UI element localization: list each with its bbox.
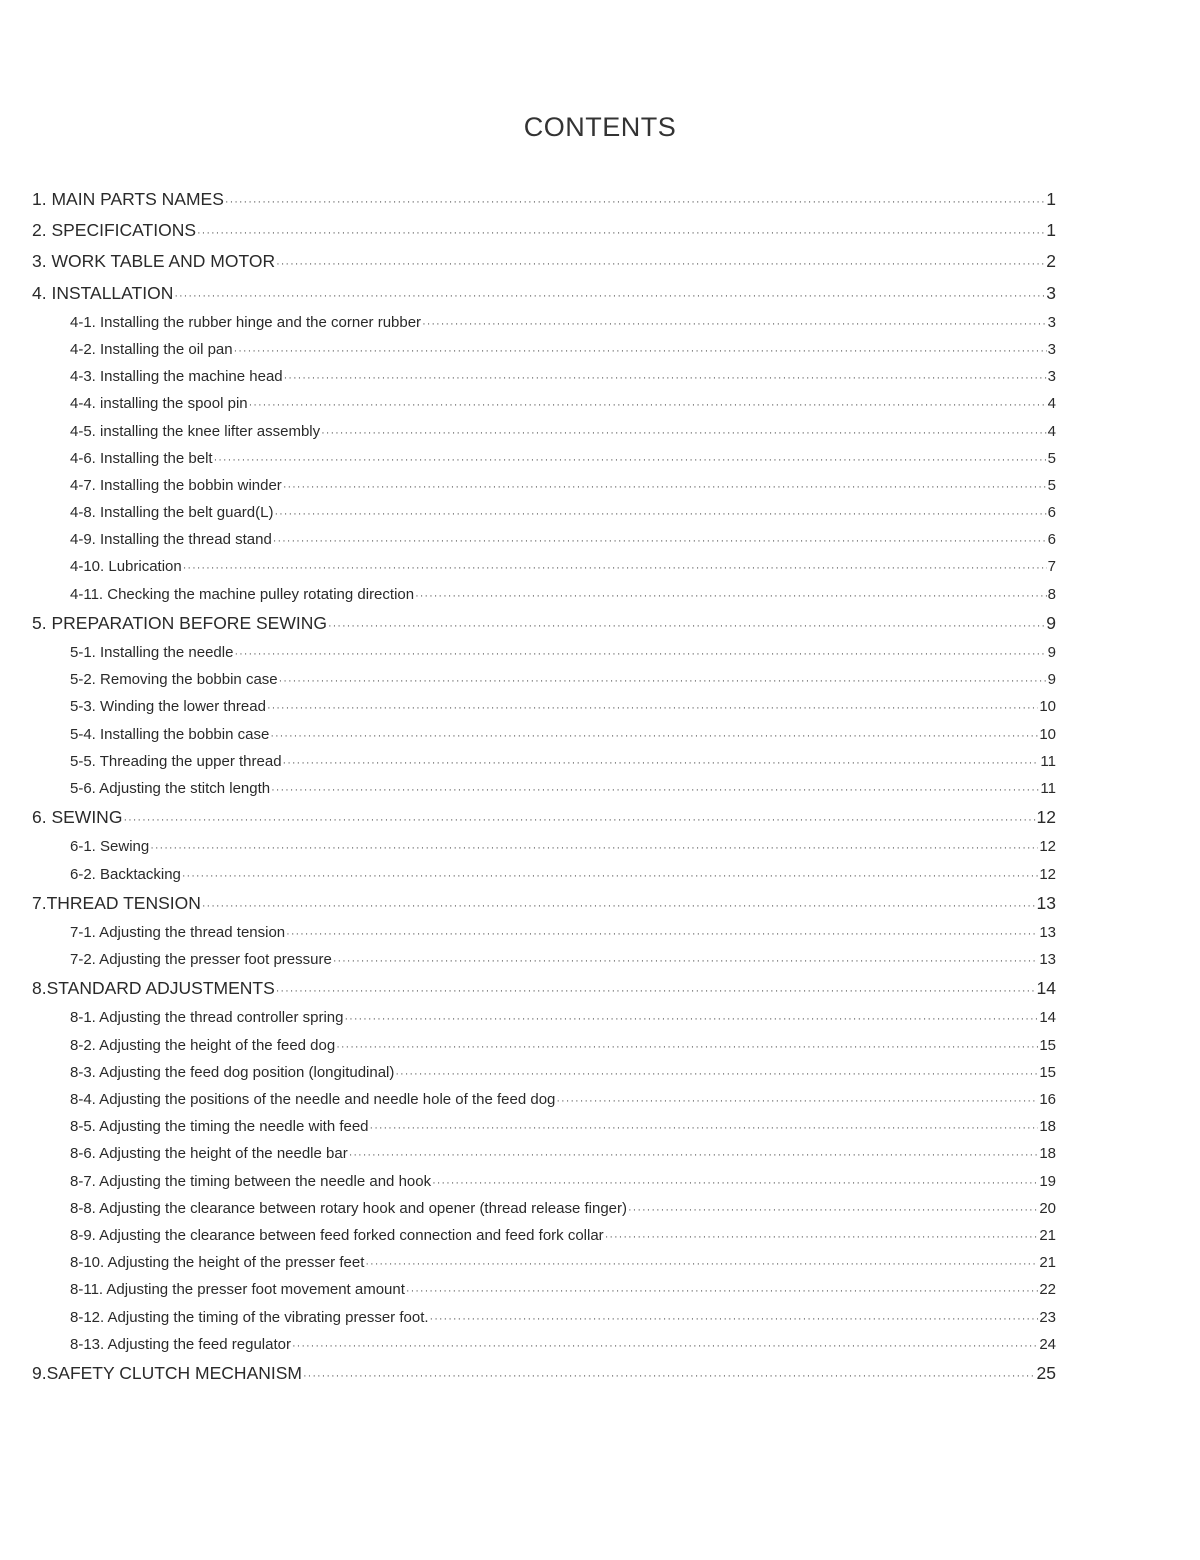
toc-entry-label: 8-2. Adjusting the height of the feed dog bbox=[70, 1036, 336, 1054]
dot-leader bbox=[274, 501, 1046, 526]
dot-leader bbox=[279, 668, 1047, 693]
dot-leader bbox=[422, 311, 1047, 336]
dot-leader bbox=[123, 805, 1035, 833]
toc-entry-label: 5-6. Adjusting the stitch length bbox=[70, 779, 271, 797]
toc-entry-label: 4-1. Installing the rubber hinge and the corner rubber bbox=[70, 313, 422, 331]
toc-page-number: 3 bbox=[1047, 340, 1056, 358]
dot-leader bbox=[276, 249, 1045, 277]
dot-leader bbox=[225, 187, 1045, 215]
toc-subsection-row bbox=[32, 499, 1056, 526]
dot-leader bbox=[365, 1251, 1038, 1276]
toc-page-number: 12 bbox=[1039, 865, 1056, 883]
toc-subsection-row bbox=[32, 581, 1056, 608]
toc-page-number: 11 bbox=[1040, 779, 1056, 797]
toc-page-number: 10 bbox=[1039, 698, 1056, 716]
toc-page-number: 23 bbox=[1039, 1308, 1056, 1326]
toc-subsection-row bbox=[32, 1222, 1056, 1249]
dot-leader bbox=[605, 1224, 1039, 1249]
dot-leader bbox=[303, 1361, 1036, 1389]
toc-entry-label: 2. SPECIFICATIONS bbox=[32, 220, 197, 241]
toc-entry-label: 8-11. Adjusting the presser foot movement amount bbox=[70, 1281, 405, 1299]
toc-page-number: 5 bbox=[1047, 476, 1056, 494]
toc-subsection-row bbox=[32, 363, 1056, 390]
toc-page-number: 13 bbox=[1039, 923, 1056, 941]
toc-entry-label: 8-7. Adjusting the timing between the needle and hook bbox=[70, 1172, 432, 1190]
toc-entry-label: 8-13. Adjusting the feed regulator bbox=[70, 1335, 291, 1353]
dot-leader bbox=[234, 338, 1047, 363]
toc-subsection-row bbox=[32, 526, 1056, 553]
toc-entry-label: 8-10. Adjusting the height of the presser feet bbox=[70, 1254, 365, 1272]
toc-page-number: 3 bbox=[1047, 368, 1056, 386]
toc-subsection-row bbox=[32, 946, 1056, 973]
toc-subsection-row bbox=[32, 1195, 1056, 1222]
toc-entry-label: 4-5. installing the knee lifter assembly bbox=[70, 422, 321, 440]
toc-entry-label: 5-5. Threading the upper thread bbox=[70, 752, 282, 770]
dot-leader bbox=[283, 474, 1047, 499]
toc-entry-label: 4-6. Installing the belt bbox=[70, 449, 213, 467]
dot-leader bbox=[271, 777, 1039, 802]
toc-subsection-row bbox=[32, 472, 1056, 499]
toc-subsection-row bbox=[32, 748, 1056, 775]
toc-entry-label: 6. SEWING bbox=[32, 807, 123, 828]
toc-page-number: 7 bbox=[1047, 558, 1056, 576]
dot-leader bbox=[415, 583, 1047, 608]
toc-entry-label: 7-2. Adjusting the presser foot pressure bbox=[70, 951, 332, 969]
toc-subsection-row bbox=[32, 1113, 1056, 1140]
toc-page-number: 20 bbox=[1039, 1199, 1056, 1217]
toc-entry-label: 4-9. Installing the thread stand bbox=[70, 531, 272, 549]
toc-entry-label: 8.STANDARD ADJUSTMENTS bbox=[32, 978, 275, 999]
toc-page-number: 24 bbox=[1039, 1335, 1056, 1353]
toc-entry-label: 7-1. Adjusting the thread tension bbox=[70, 923, 286, 941]
dot-leader bbox=[292, 1333, 1038, 1358]
toc-subsection-row bbox=[32, 418, 1056, 445]
dot-leader bbox=[267, 695, 1038, 720]
toc-page-number: 15 bbox=[1039, 1063, 1056, 1081]
toc-subsection-row bbox=[32, 833, 1056, 860]
toc-subsection-row bbox=[32, 1304, 1056, 1331]
toc-page-number: 6 bbox=[1047, 504, 1056, 522]
toc-subsection-row bbox=[32, 1249, 1056, 1276]
toc-entry-label: 8-4. Adjusting the positions of the needle and needle hole of the feed dog bbox=[70, 1091, 556, 1108]
toc-page-number: 9 bbox=[1047, 671, 1056, 689]
toc-entry-label: 1. MAIN PARTS NAMES bbox=[32, 189, 224, 209]
toc-page-number: 5 bbox=[1047, 449, 1056, 467]
dot-leader bbox=[174, 281, 1045, 309]
toc-page-number: 6 bbox=[1047, 531, 1056, 549]
dot-leader bbox=[150, 835, 1038, 860]
toc-page-number: 18 bbox=[1039, 1118, 1056, 1136]
toc-subsection-row bbox=[32, 1168, 1056, 1195]
toc-page-number: 16 bbox=[1039, 1091, 1056, 1108]
dot-leader bbox=[328, 611, 1045, 639]
toc-page-number: 9 bbox=[1046, 612, 1056, 633]
toc-subsection-row bbox=[32, 639, 1056, 666]
toc-page-number: 14 bbox=[1039, 1009, 1056, 1027]
toc-entry-label: 8-3. Adjusting the feed dog position (longitudinal) bbox=[70, 1063, 395, 1081]
toc-entry-label: 4-2. Installing the oil pan bbox=[70, 340, 233, 358]
toc-page-number: 8 bbox=[1047, 585, 1056, 603]
dot-leader bbox=[430, 1306, 1039, 1331]
toc-page-number: 1 bbox=[1046, 220, 1056, 241]
toc-entry-label: 4. INSTALLATION bbox=[32, 282, 174, 303]
toc-subsection-row bbox=[32, 553, 1056, 580]
dot-leader bbox=[234, 641, 1046, 666]
toc-entry-label: 7.THREAD TENSION bbox=[32, 892, 201, 913]
toc-entry-label: 4-7. Installing the bobbin winder bbox=[70, 476, 282, 494]
dot-leader bbox=[284, 365, 1047, 390]
toc-entry-label: 8-12. Adjusting the timing of the vibrating presser foot. bbox=[70, 1308, 429, 1326]
toc-page-number: 1 bbox=[1046, 189, 1056, 209]
dot-leader bbox=[249, 392, 1047, 417]
dot-leader bbox=[628, 1197, 1038, 1222]
toc-section-row bbox=[32, 184, 1056, 215]
toc-subsection-row bbox=[32, 1276, 1056, 1303]
toc-entry-label: 8-8. Adjusting the clearance between rotary hook and opener (thread release finger) bbox=[70, 1199, 628, 1217]
toc-subsection-row bbox=[32, 336, 1056, 363]
toc-section-row bbox=[32, 1358, 1056, 1389]
toc-section-row bbox=[32, 888, 1056, 919]
toc-page-number: 13 bbox=[1036, 892, 1056, 913]
toc-entry-label: 8-5. Adjusting the timing the needle with feed bbox=[70, 1118, 369, 1136]
toc-entry-label: 4-11. Checking the machine pulley rotating direction bbox=[70, 585, 415, 603]
dot-leader bbox=[214, 447, 1047, 472]
toc-page-number: 4 bbox=[1047, 395, 1056, 413]
toc-subsection-row bbox=[32, 775, 1056, 802]
toc-page-number: 13 bbox=[1039, 951, 1056, 969]
toc-section-row bbox=[32, 608, 1056, 639]
table-of-contents bbox=[32, 184, 1056, 1389]
toc-subsection-row bbox=[32, 721, 1056, 748]
page-title: CONTENTS bbox=[523, 112, 677, 142]
toc-subsection-row bbox=[32, 1140, 1056, 1167]
dot-leader bbox=[432, 1170, 1038, 1195]
toc-subsection-row bbox=[32, 309, 1056, 336]
toc-page-number: 15 bbox=[1039, 1036, 1056, 1054]
dot-leader bbox=[345, 1006, 1039, 1031]
toc-page-number: 12 bbox=[1039, 838, 1056, 856]
toc-entry-label: 6-1. Sewing bbox=[70, 838, 150, 856]
toc-page-number: 10 bbox=[1039, 725, 1056, 743]
toc-entry-label: 8-9. Adjusting the clearance between feed forked connection and feed fork collar bbox=[70, 1226, 604, 1244]
toc-subsection-row bbox=[32, 1004, 1056, 1031]
dot-leader bbox=[182, 863, 1038, 888]
toc-section-row bbox=[32, 246, 1056, 277]
toc-entry-label: 4-10. Lubrication bbox=[70, 558, 182, 576]
toc-entry-label: 3. WORK TABLE AND MOTOR bbox=[32, 251, 276, 272]
toc-subsection-row bbox=[32, 666, 1056, 693]
toc-page-number: 3 bbox=[1046, 282, 1056, 303]
toc-section-row bbox=[32, 278, 1056, 309]
toc-subsection-row bbox=[32, 1059, 1056, 1086]
toc-entry-label: 4-3. Installing the machine head bbox=[70, 368, 283, 386]
dot-leader bbox=[202, 891, 1036, 919]
dot-leader bbox=[276, 976, 1036, 1004]
toc-subsection-row bbox=[32, 861, 1056, 888]
toc-page-number: 19 bbox=[1039, 1172, 1056, 1190]
toc-subsection-row bbox=[32, 390, 1056, 417]
toc-page-number: 14 bbox=[1036, 978, 1056, 999]
toc-subsection-row bbox=[32, 1032, 1056, 1059]
toc-subsection-row bbox=[32, 1331, 1056, 1358]
toc-entry-label: 8-1. Adjusting the thread controller spring bbox=[70, 1009, 344, 1027]
dot-leader bbox=[286, 921, 1038, 946]
toc-page-number: 3 bbox=[1047, 313, 1056, 331]
toc-section-row bbox=[32, 973, 1056, 1004]
dot-leader bbox=[183, 555, 1047, 580]
toc-page-number: 18 bbox=[1039, 1145, 1056, 1163]
dot-leader bbox=[283, 750, 1040, 775]
toc-page-number: 12 bbox=[1036, 807, 1056, 828]
toc-entry-label: 4-4. installing the spool pin bbox=[70, 395, 248, 413]
toc-subsection-row bbox=[32, 1086, 1056, 1113]
toc-subsection-row bbox=[32, 693, 1056, 720]
dot-leader bbox=[395, 1061, 1038, 1086]
toc-section-row bbox=[32, 802, 1056, 833]
toc-page-number: 9 bbox=[1047, 644, 1056, 661]
toc-entry-label: 5. PREPARATION BEFORE SEWING bbox=[32, 612, 327, 633]
dot-leader bbox=[556, 1088, 1038, 1113]
toc-page-number: 2 bbox=[1046, 251, 1056, 272]
dot-leader bbox=[321, 420, 1047, 445]
toc-subsection-row bbox=[32, 445, 1056, 472]
dot-leader bbox=[370, 1115, 1039, 1140]
dot-leader bbox=[336, 1034, 1038, 1059]
dot-leader bbox=[270, 723, 1038, 748]
toc-page-number: 21 bbox=[1039, 1254, 1056, 1272]
toc-page-number: 22 bbox=[1039, 1281, 1056, 1299]
toc-entry-label: 5-4. Installing the bobbin case bbox=[70, 725, 270, 743]
dot-leader bbox=[273, 528, 1047, 553]
toc-page-number: 11 bbox=[1040, 752, 1056, 770]
dot-leader bbox=[349, 1142, 1039, 1167]
toc-entry-label: 9.SAFETY CLUTCH MECHANISM bbox=[32, 1362, 302, 1383]
toc-section-row bbox=[32, 215, 1056, 246]
toc-entry-label: 5-3. Winding the lower thread bbox=[70, 698, 266, 716]
toc-page-number: 25 bbox=[1036, 1362, 1056, 1383]
toc-entry-label: 4-8. Installing the belt guard(L) bbox=[70, 504, 274, 522]
dot-leader bbox=[406, 1278, 1038, 1303]
toc-entry-label: 5-2. Removing the bobbin case bbox=[70, 671, 278, 689]
toc-page-number: 21 bbox=[1039, 1226, 1056, 1244]
dot-leader bbox=[333, 948, 1039, 973]
dot-leader bbox=[197, 218, 1045, 246]
toc-entry-label: 5-1. Installing the needle bbox=[70, 644, 234, 661]
toc-entry-label: 6-2. Backtacking bbox=[70, 865, 181, 883]
toc-entry-label: 8-6. Adjusting the height of the needle bar bbox=[70, 1145, 348, 1163]
toc-page-number: 4 bbox=[1047, 422, 1056, 440]
toc-subsection-row bbox=[32, 919, 1056, 946]
